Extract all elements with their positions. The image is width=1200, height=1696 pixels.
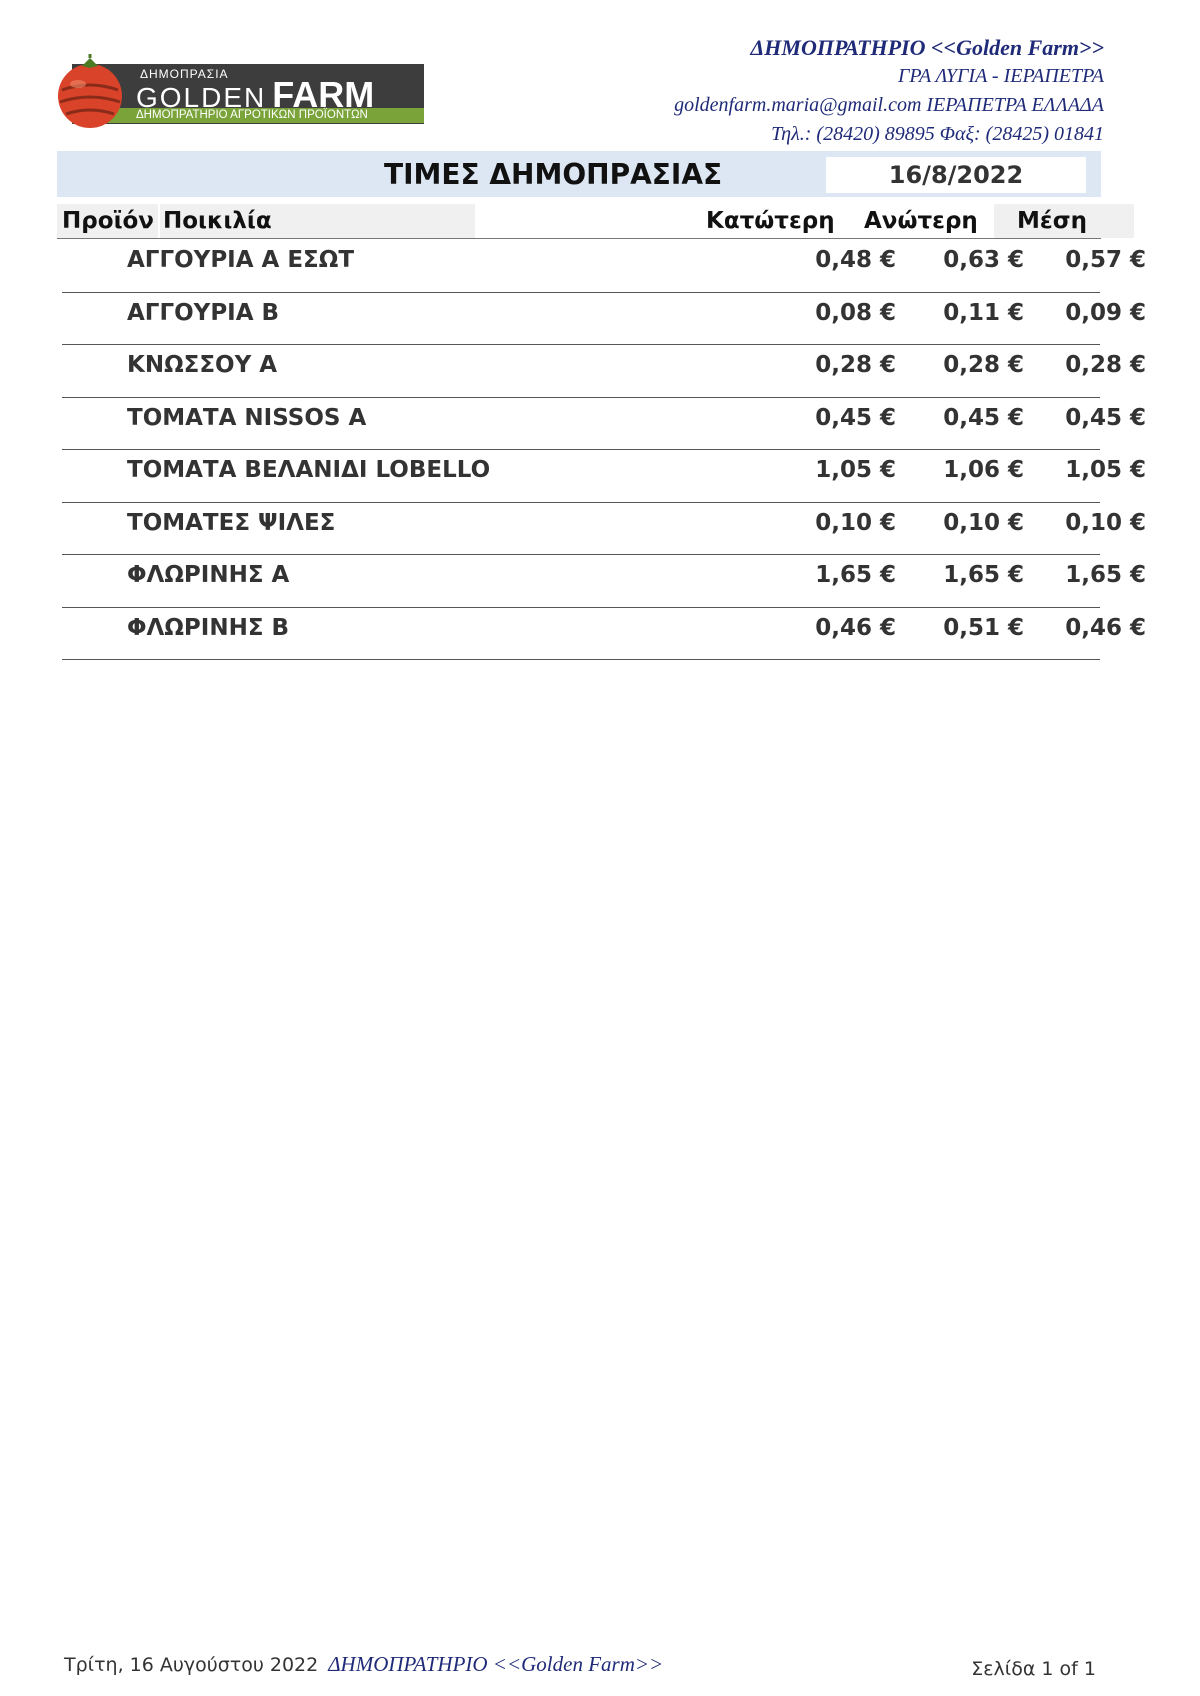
row-low-price: 0,08 €	[815, 299, 896, 326]
row-high-price: 0,51 €	[943, 614, 1024, 641]
row-avg-price: 0,45 €	[1065, 404, 1146, 431]
row-low-price: 0,46 €	[815, 614, 896, 641]
table-row	[62, 345, 1146, 398]
row-high-price: 0,63 €	[943, 247, 1024, 273]
auction-date: 16/8/2022	[826, 157, 1086, 193]
row-avg-price: 0,46 €	[1065, 614, 1146, 641]
table-row	[62, 503, 1146, 556]
company-email: goldenfarm.maria@gmail.com ΙΕΡΑΠΕΤΡΑ ΕΛΛΑΔΑ	[674, 94, 1104, 116]
row-variety: ΑΓΓΟΥΡΙΑ Β	[127, 299, 280, 326]
row-low-price: 1,65 €	[815, 562, 896, 588]
row-avg-price: 1,05 €	[1065, 457, 1146, 483]
header-low: Κατώτερη	[706, 208, 835, 234]
row-avg-price: 0,28 €	[1065, 352, 1146, 378]
row-variety: ΤΟΜΑΤΑ ΒΕΛΑΝΙΔΙ LOBELLO	[127, 457, 491, 483]
row-avg-price: 1,65 €	[1065, 562, 1146, 588]
header-high: Ανώτερη	[864, 208, 978, 234]
header-avg: Μέση	[994, 204, 1134, 238]
company-address: ΓΡΑ ΛΥΓΙΑ - ΙΕΡΑΠΕΤΡΑ	[897, 65, 1104, 87]
company-logo	[52, 46, 424, 130]
row-variety: ΚΝΩΣΣΟΥ Α	[127, 352, 278, 378]
company-name: ΔΗΜΟΠΡΑΤΗΡΙΟ <<Golden Farm>>	[750, 35, 1104, 60]
table-row	[62, 240, 1146, 293]
row-high-price: 1,06 €	[943, 457, 1024, 483]
header-product: Προϊόν	[57, 204, 158, 238]
row-high-price: 0,45 €	[943, 404, 1024, 431]
row-avg-price: 0,09 €	[1065, 299, 1146, 326]
logo-subtitle: ΔΗΜΟΠΡΑΤΗΡΙΟ ΑΓΡΟΤΙΚΩΝ ΠΡΟΪΟΝΤΩΝ	[136, 109, 368, 121]
row-high-price: 0,28 €	[943, 352, 1024, 378]
page-title: ΤΙΜΕΣ ΔΗΜΟΠΡΑΣΙΑΣ	[384, 158, 723, 191]
row-low-price: 0,10 €	[815, 509, 896, 536]
row-low-price: 1,05 €	[815, 457, 896, 483]
row-high-price: 1,65 €	[943, 562, 1024, 588]
table-row	[62, 450, 1146, 503]
footer-company: ΔΗΜΟΠΡΑΤΗΡΙΟ <<Golden Farm>>	[328, 1652, 664, 1676]
row-low-price: 0,28 €	[815, 352, 896, 378]
row-avg-price: 0,10 €	[1065, 509, 1146, 536]
logo-small-text: ΔΗΜΟΠΡΑΣΙΑ	[140, 67, 229, 81]
footer-date: Τρίτη, 16 Αυγούστου 2022	[64, 1654, 319, 1676]
table-row	[62, 293, 1146, 346]
row-variety: ΦΛΩΡΙΝΗΣ Α	[127, 562, 290, 588]
row-high-price: 0,11 €	[943, 299, 1024, 326]
table-row	[62, 608, 1146, 661]
company-info	[674, 33, 1104, 149]
row-variety: ΑΓΓΟΥΡΙΑ Α ΕΣΩΤ	[127, 247, 355, 273]
footer-left	[64, 1652, 663, 1677]
row-variety: ΤΟΜΑΤΕΣ ΨΙΛΕΣ	[127, 509, 336, 536]
row-low-price: 0,48 €	[815, 247, 896, 273]
company-phone: Τηλ.: (28420) 89895 Φαξ: (28425) 01841	[771, 123, 1104, 145]
footer-page-number: Σελίδα 1 of 1	[971, 1658, 1096, 1680]
logo-golden: GOLDEN	[136, 82, 267, 113]
table-row	[62, 398, 1146, 451]
header-variety: Ποικιλία	[160, 204, 475, 238]
row-high-price: 0,10 €	[943, 509, 1024, 536]
table-row	[62, 555, 1146, 608]
row-variety: ΤΟΜΑΤΑ NISSOS Α	[127, 404, 367, 431]
logo-farm: FARM	[272, 74, 375, 115]
row-avg-price: 0,57 €	[1065, 247, 1146, 273]
tomato-icon	[52, 54, 128, 130]
header-divider	[57, 238, 1101, 239]
row-variety: ΦΛΩΡΙΝΗΣ Β	[127, 614, 290, 641]
row-low-price: 0,45 €	[815, 404, 896, 431]
price-table	[62, 240, 1146, 660]
